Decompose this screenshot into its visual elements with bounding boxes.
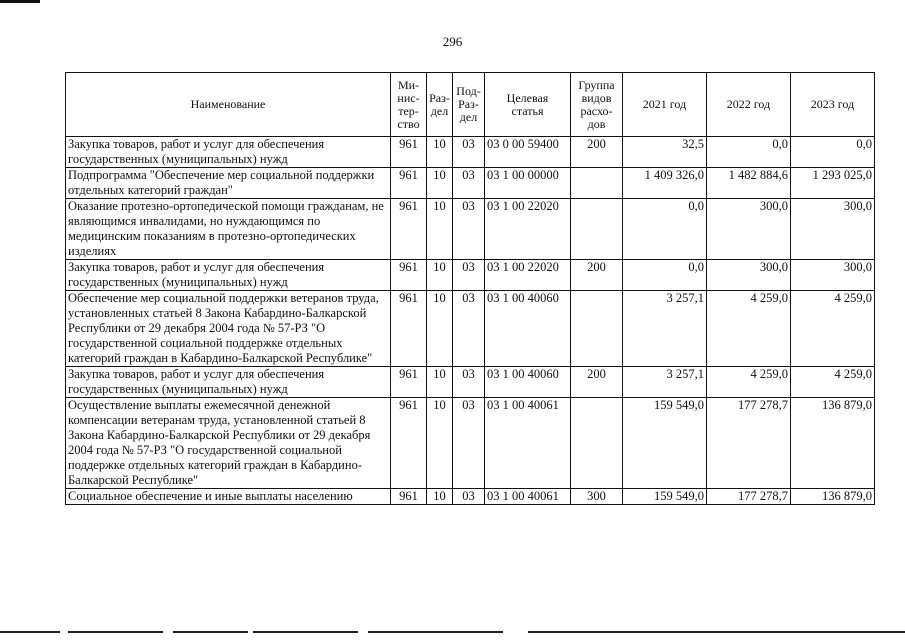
table-row	[66, 137, 875, 168]
row-group	[571, 398, 623, 489]
row-name: Подпрограмма "Обеспечение мер социальной поддержки отдельных категорий граждан"	[66, 168, 391, 199]
row-group	[571, 199, 623, 260]
row-section: 10	[427, 291, 453, 367]
row-group	[571, 168, 623, 199]
header-subsection: Под- Раз- дел	[453, 73, 485, 137]
row-2022: 177 278,7	[707, 489, 791, 505]
row-name: Оказание протезно-ортопедической помощи гражданам, не являющимся инвалидами, но нуждающимся по медицинским показаниям в протезно-ортопедических изделиях	[66, 199, 391, 260]
row-group: 200	[571, 367, 623, 398]
header-ministry: Ми- нис- тер- ство	[391, 73, 427, 137]
row-2021: 159 549,0	[623, 489, 707, 505]
row-2022: 1 482 884,6	[707, 168, 791, 199]
row-group: 200	[571, 260, 623, 291]
row-2023: 1 293 025,0	[791, 168, 875, 199]
bottom-rule	[173, 631, 248, 633]
header-2023: 2023 год	[791, 73, 875, 137]
row-name: Закупка товаров, работ и услуг для обеспечения государственных (муниципальных) нужд	[66, 137, 391, 168]
row-subsection: 03	[453, 489, 485, 505]
row-ministry: 961	[391, 367, 427, 398]
row-section: 10	[427, 137, 453, 168]
bottom-rule	[368, 631, 503, 633]
table-header-row	[66, 73, 875, 137]
table-row	[66, 367, 875, 398]
row-2023: 136 879,0	[791, 489, 875, 505]
bottom-rule	[253, 631, 358, 633]
row-2023: 4 259,0	[791, 367, 875, 398]
row-subsection: 03	[453, 398, 485, 489]
row-subsection: 03	[453, 137, 485, 168]
table-row	[66, 260, 875, 291]
row-2023: 4 259,0	[791, 291, 875, 367]
row-name: Осуществление выплаты ежемесячной денежной компенсации ветеранам труда, установленной статьей 8 Закона Кабардино-Балкарской Республики от 29 декабря 2004 года № 57-РЗ "О государственной социальной поддержке отдельных категорий граждан в Кабардино-Балкарской Республике"	[66, 398, 391, 489]
row-ministry: 961	[391, 137, 427, 168]
row-ministry: 961	[391, 199, 427, 260]
row-ministry: 961	[391, 260, 427, 291]
row-group: 300	[571, 489, 623, 505]
header-group: Группа видов расхо- дов	[571, 73, 623, 137]
table-row	[66, 291, 875, 367]
row-section: 10	[427, 199, 453, 260]
row-name: Закупка товаров, работ и услуг для обеспечения государственных (муниципальных) нужд	[66, 260, 391, 291]
top-edge-line	[0, 0, 40, 3]
row-2021: 159 549,0	[623, 398, 707, 489]
table-body	[66, 137, 875, 505]
header-section: Раз- дел	[427, 73, 453, 137]
row-2023: 0,0	[791, 137, 875, 168]
row-2023: 300,0	[791, 199, 875, 260]
row-ministry: 961	[391, 489, 427, 505]
budget-table	[65, 72, 875, 505]
row-2021: 1 409 326,0	[623, 168, 707, 199]
row-name: Обеспечение мер социальной поддержки ветеранов труда, установленных статьей 8 Закона Кабардино-Балкарской Республики от 29 декабря 2004 года № 57-РЗ "О государственной социальной поддержке отдельных категорий граждан в Кабардино-Балкарской Республике"	[66, 291, 391, 367]
row-ministry: 961	[391, 168, 427, 199]
row-subsection: 03	[453, 367, 485, 398]
row-2021: 0,0	[623, 199, 707, 260]
header-target: Целевая статья	[485, 73, 571, 137]
row-subsection: 03	[453, 168, 485, 199]
row-2021: 0,0	[623, 260, 707, 291]
table-row	[66, 168, 875, 199]
row-subsection: 03	[453, 260, 485, 291]
row-target: 03 0 00 59400	[485, 137, 571, 168]
row-ministry: 961	[391, 398, 427, 489]
row-2022: 4 259,0	[707, 291, 791, 367]
row-target: 03 1 00 22020	[485, 199, 571, 260]
row-name: Социальное обеспечение и иные выплаты населению	[66, 489, 391, 505]
row-target: 03 1 00 40061	[485, 489, 571, 505]
bottom-rule	[68, 631, 163, 633]
bottom-rule	[0, 631, 60, 633]
row-group: 200	[571, 137, 623, 168]
table-row	[66, 398, 875, 489]
row-2023: 300,0	[791, 260, 875, 291]
bottom-rule	[528, 631, 905, 633]
row-2021: 3 257,1	[623, 367, 707, 398]
row-subsection: 03	[453, 199, 485, 260]
row-section: 10	[427, 367, 453, 398]
row-2022: 4 259,0	[707, 367, 791, 398]
row-section: 10	[427, 489, 453, 505]
row-2021: 32,5	[623, 137, 707, 168]
row-target: 03 1 00 40060	[485, 367, 571, 398]
row-2022: 0,0	[707, 137, 791, 168]
row-section: 10	[427, 168, 453, 199]
row-ministry: 961	[391, 291, 427, 367]
row-target: 03 1 00 40061	[485, 398, 571, 489]
row-subsection: 03	[453, 291, 485, 367]
row-2021: 3 257,1	[623, 291, 707, 367]
row-section: 10	[427, 260, 453, 291]
table-row	[66, 199, 875, 260]
row-section: 10	[427, 398, 453, 489]
row-target: 03 1 00 00000	[485, 168, 571, 199]
row-target: 03 1 00 40060	[485, 291, 571, 367]
row-target: 03 1 00 22020	[485, 260, 571, 291]
header-2022: 2022 год	[707, 73, 791, 137]
row-2022: 177 278,7	[707, 398, 791, 489]
row-group	[571, 291, 623, 367]
row-2022: 300,0	[707, 260, 791, 291]
table-row	[66, 489, 875, 505]
row-2023: 136 879,0	[791, 398, 875, 489]
header-name: Наименование	[66, 73, 391, 137]
row-2022: 300,0	[707, 199, 791, 260]
page-number: 296	[442, 34, 463, 49]
header-2021: 2021 год	[623, 73, 707, 137]
row-name: Закупка товаров, работ и услуг для обеспечения государственных (муниципальных) нужд	[66, 367, 391, 398]
